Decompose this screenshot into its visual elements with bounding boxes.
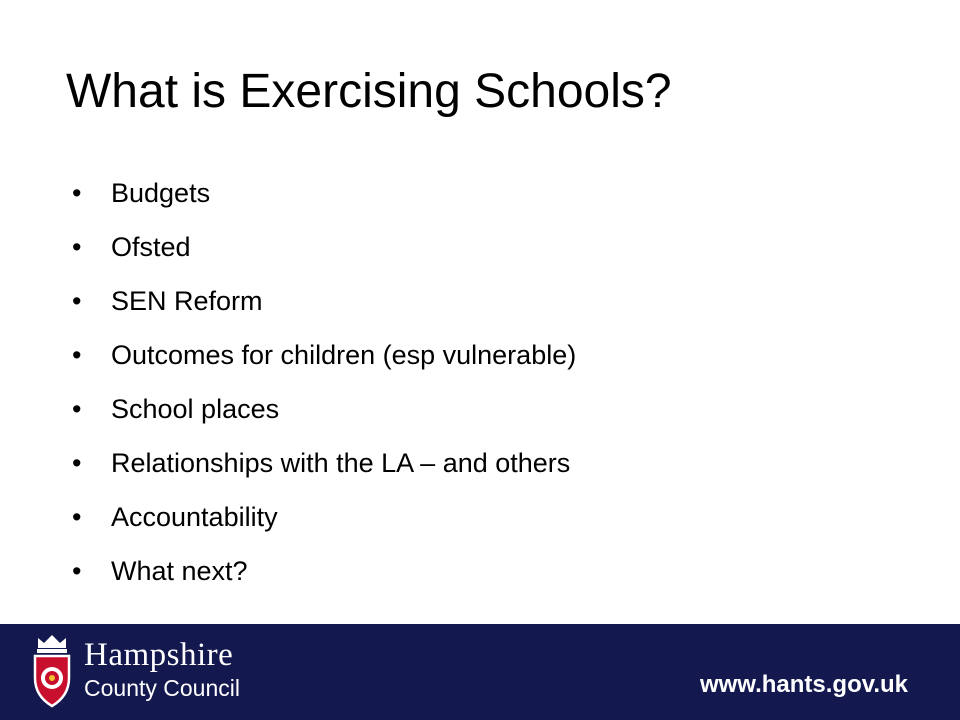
- bullet-text: What next?: [111, 556, 248, 586]
- bullet-dot-icon: •: [72, 556, 82, 586]
- bullet-text: SEN Reform: [111, 286, 263, 316]
- footer-banner: [0, 624, 960, 720]
- county-crest-icon: [30, 632, 74, 710]
- bullet-text: School places: [111, 394, 280, 424]
- bullet-dot-icon: •: [72, 502, 82, 532]
- bullet-dot-icon: •: [72, 340, 82, 370]
- bullet-dot-icon: •: [72, 448, 82, 478]
- bullet-text: Outcomes for children (esp vulnerable): [111, 340, 577, 370]
- brand-name: Hampshire: [84, 637, 234, 673]
- bullet-dot-icon: •: [72, 178, 82, 208]
- bullet-dot-icon: •: [72, 394, 82, 424]
- bullet-text: Ofsted: [111, 232, 191, 262]
- bullet-text: Budgets: [111, 178, 211, 208]
- bullet-text: Relationships with the LA – and others: [111, 448, 571, 478]
- brand-subtitle: County Council: [84, 675, 240, 701]
- bullet-text: Accountability: [111, 502, 278, 532]
- bullet-dot-icon: •: [72, 232, 82, 262]
- bullet-dot-icon: •: [72, 286, 82, 316]
- website-link[interactable]: www.hants.gov.uk: [699, 671, 908, 698]
- slide-title: What is Exercising Schools?: [66, 65, 672, 118]
